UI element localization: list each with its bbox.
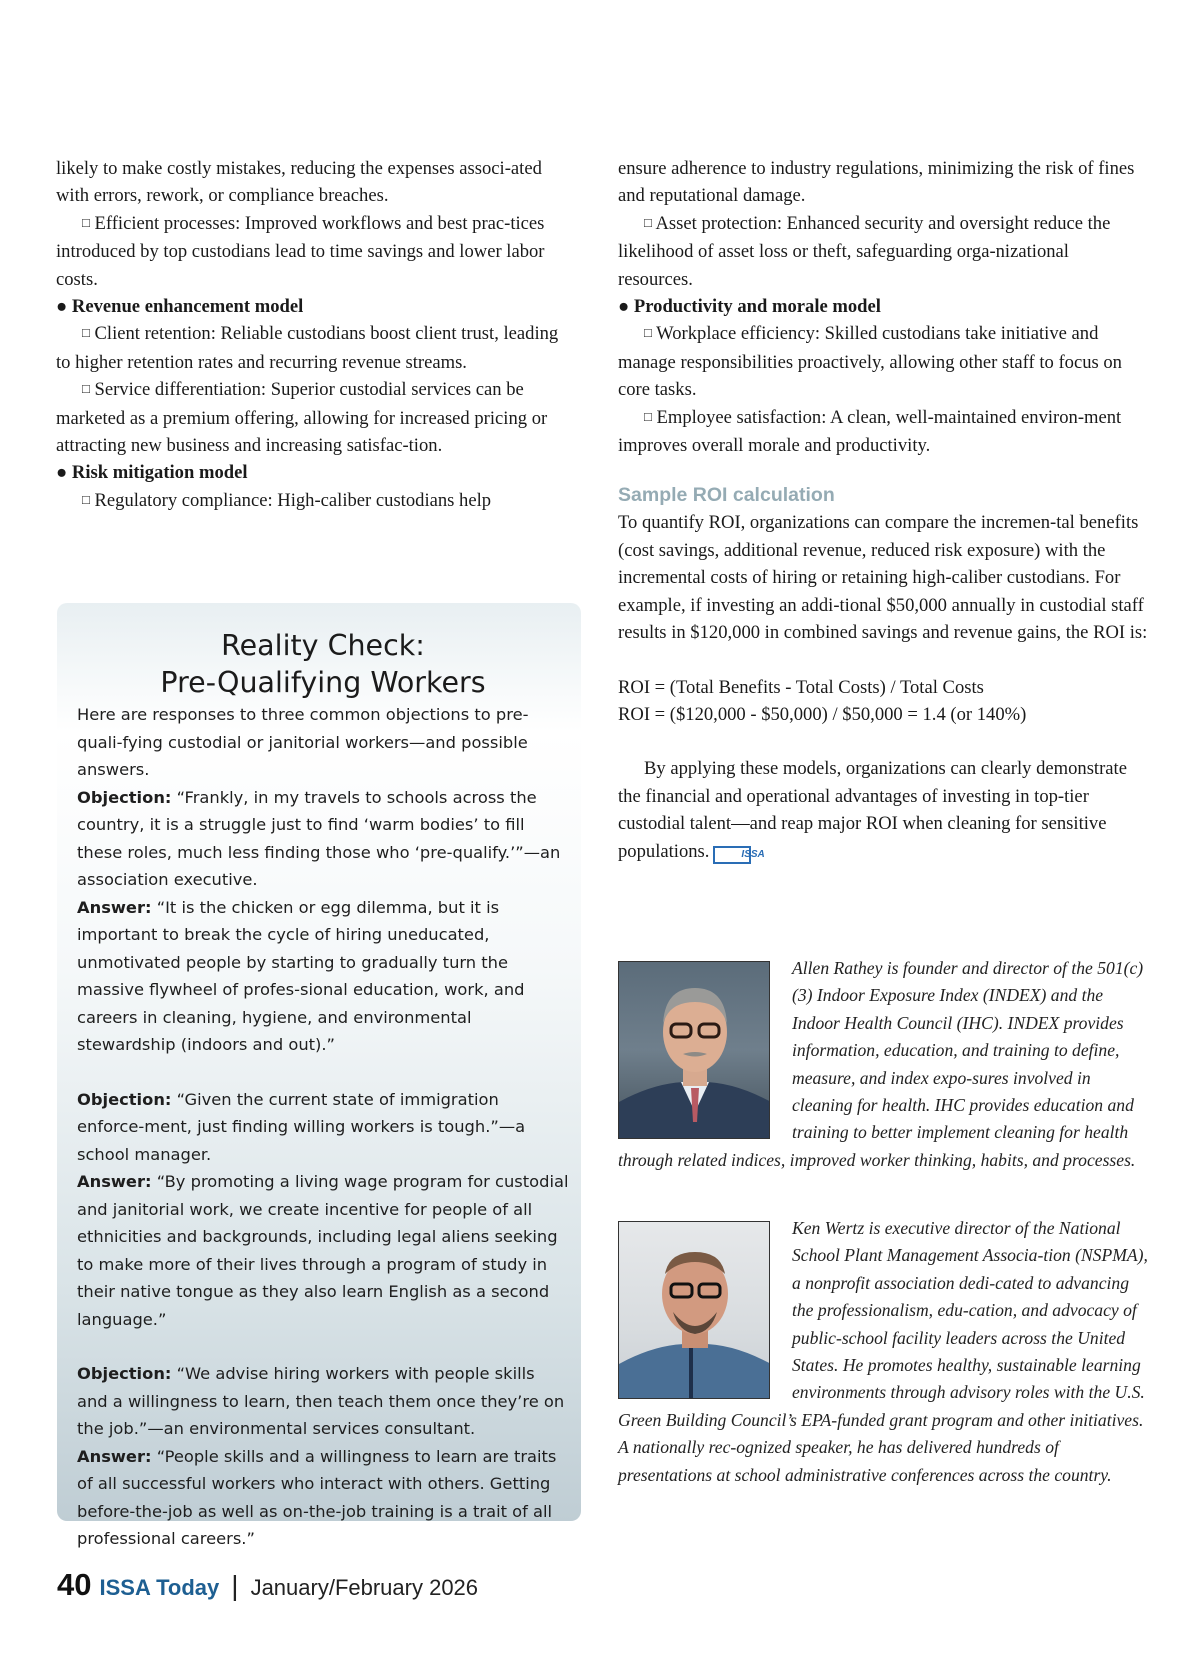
paragraph: □ Asset protection: Enhanced security and oversight reduce the likelihood of asset loss or theft, safeguarding orga-nizational resources. [618,212,1111,290]
square-bullet-icon: □ [82,214,90,230]
paragraph: □ Client retention: Reliable custodians boost client trust, leading to higher retention rates and recurring revenue streams. [56,323,559,373]
paragraph: □ Employee satisfaction: A clean, well-maintained environ-ment improves overall morale and productivity. [618,406,1122,457]
paragraph: By applying these models, organizations can clearly demonstrate the financial and operational advantages of investing in top-tier custodial talent—and reap major ROI when cleaning for sensitive populations. ISSA [618,758,1127,862]
paragraph: To quantify ROI, organizations can compare the incremen-tal benefits (cost savings, additional revenue, reduced risk exposure) with the incremental costs of hiring or retaining high-caliber custodians. For example, if investing an addi-tional $50,000 annually in custodial staff results in $120,000 in combined savings and revenue gains, the ROI is: [618,512,1148,644]
author-photo [618,1221,770,1399]
paragraph: □ Service differentiation: Superior custodial services can be marketed as a premium offering, allowing for increased pricing or attracting new business and increasing satisfac-tion. [56,379,548,457]
objection: Objection: “Frankly, in my travels to schools across the country, it is a struggle just to find ‘warm bodies’ to fill these roles, much less finding those who ‘pre-qualify.’”—an association executive. [77,787,561,889]
paragraph: □ Regulatory compliance: High-caliber custodians help [82,489,492,511]
square-bullet-icon: □ [644,325,652,341]
bullet-heading: ● Revenue enhancement model [56,296,304,318]
sidebar-title: Reality Check: Pre-Qualifying Workers [160,629,486,699]
square-bullet-icon: □ [82,325,90,341]
square-bullet-icon: □ [644,408,652,424]
right-column [618,155,1148,865]
bio-text: Allen Rathey is founder and director of the 501(c)(3) Indoor Exposure Index (INDEX) and the Indoor Health Council (IHC). INDEX provides information, education, and training to define, measure, and index expo-sures involved in cleaning for health. IHC provides education and training to better implement cleaning for health through related indices, improved worker thinking, habits, and processes. [618,958,1144,1170]
answer: Answer: “By promoting a living wage program for custodial and janitorial work, we create incentive for people of all ethnicities and backgrounds, including legal aliens seeking to make more of their lives through a program of study in their native tongue as they also learn English as a second language.” [77,1172,569,1329]
paragraph: ensure adherence to industry regulations, minimizing the risk of fines and reputational damage. [618,158,1135,207]
issa-end-logo-icon: ISSA [713,846,751,864]
left-column [56,155,576,515]
reality-check-sidebar [57,603,581,1548]
author-photo [618,961,770,1139]
objection: Objection: “We advise hiring workers with people skills and a willingness to learn, then teach them once they’re on the job.”—an environmental services consultant. [77,1364,565,1438]
paragraph: □ Workplace efficiency: Skilled custodians take initiative and manage responsibilities proactively, allowing other staff to focus on core tasks. [618,323,1122,401]
page-footer [57,1567,478,1607]
bullet-icon: ● [618,296,630,318]
objection: Objection: “Given the current state of immigration enforce-ment, just finding willing workers is tough.”—a school manager. [77,1089,526,1164]
bullet-icon: ● [56,462,68,484]
paragraph: □ Efficient processes: Improved workflows and best prac-tices introduced by top custodians lead to time savings and lower labor costs. [56,212,545,290]
bio-text: Ken Wertz is executive director of the National School Plant Management Associa-tion (NSPMA), a nonprofit association dedi-cated to advancing the professionalism, edu-cation, and advocacy of public-school facility leaders across the United States. He promotes healthy, sustainable learning environments through advisory roles with the U.S. Green Building Council’s EPA-funded grant program and other initiatives. A nationally rec-ognized speaker, he has delivered hundreds of presentations at school administrative conferences across the country. [618,1218,1148,1485]
section-heading: Sample ROI calculation [618,484,835,507]
magazine-name: ISSA Today [99,1575,220,1600]
footer-separator: | [231,1570,239,1601]
square-bullet-icon: □ [644,214,652,230]
headshot-image [619,1222,770,1399]
answer: Answer: “It is the chicken or egg dilemma, but it is important to break the cycle of hiring uneducated, unmotivated people by starting to gradually turn the massive flywheel of profes-sional education, work, and careers in cleaning, hygiene, and environmental stewardship (indoors and out).” [77,897,525,1054]
square-bullet-icon: □ [82,491,90,507]
paragraph: likely to make costly mistakes, reducing the expenses associ-ated with errors, rework, or compliance breaches. [56,158,542,207]
formula: ROI = (Total Benefits - Total Costs) / Total Costs [618,676,984,698]
page-number: 40 [57,1567,92,1602]
issue-date: January/February 2026 [250,1575,479,1600]
headshot-image [619,962,770,1139]
bullet-heading: ● Productivity and morale model [618,296,881,318]
formula: ROI = ($120,000 - $50,000) / $50,000 = 1.4 (or 140%) [618,703,1027,725]
bullet-heading: ● Risk mitigation model [56,462,248,484]
sidebar-intro: Here are responses to three common objections to pre-quali-fying custodial or janitorial workers—and possible answers. [77,705,529,779]
square-bullet-icon: □ [82,381,90,397]
author-bio [618,955,1148,1174]
bullet-icon: ● [56,296,68,318]
answer: Answer: “People skills and a willingness to learn are traits of all successful workers who interact with others. Getting before-the-job as well as on-the-job training is a trait of all professional careers.” [77,1446,557,1548]
author-bio [618,1215,1148,1489]
